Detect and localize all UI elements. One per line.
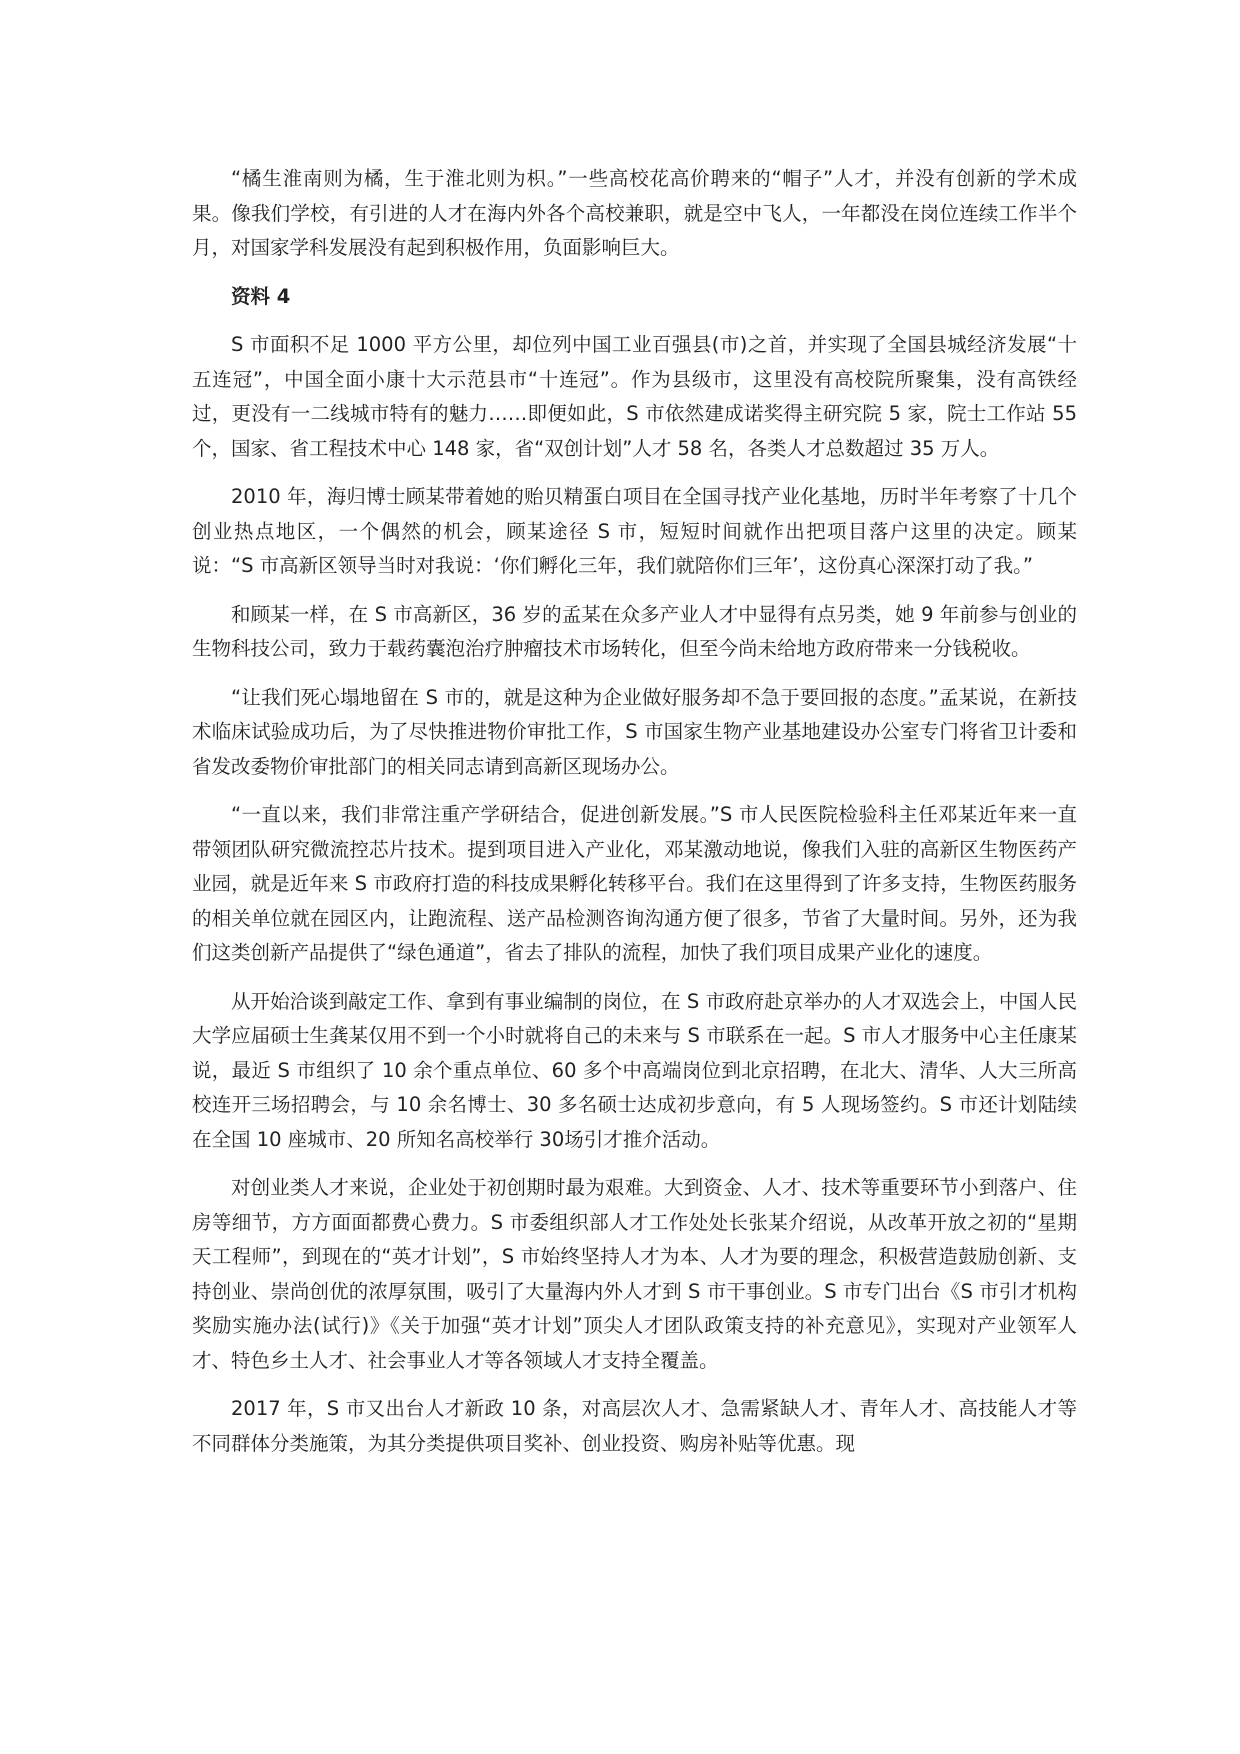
paragraph: 和顾某一样，在 S 市高新区，36 岁的孟某在众多产业人才中显得有点另类，她 9 年前参与创业的生物科技公司，致力于载药囊泡治疗肿瘤技术市场转化，但至今尚未给地方政府带来一分钱税收。 xyxy=(192,602,1077,660)
paragraph: “橘生淮南则为橘，生于淮北则为枳。”一些高校花高价聘来的“帽子”人才，并没有创新的学术成果。像我们学校，有引进的人才在海内外各个高校兼职，就是空中飞人，一年都没在岗位连续工作半个月，对国家学科发展没有起到积极作用，负面影响巨大。 xyxy=(192,167,1077,259)
paragraph: 2017 年，S 市又出台人才新政 10 条，对高层次人才、急需紧缺人才、青年人才、高技能人才等不同群体分类施策，为其分类提供项目奖补、创业投资、购房补贴等优惠。现 xyxy=(192,1397,1077,1455)
paragraph: “让我们死心塌地留在 S 市的，就是这种为企业做好服务却不急于要回报的态度。”孟某说，在新技术临床试验成功后，为了尽快推进物价审批工作，S 市国家生物产业基地建设办公室专门将省卫计委和省发改委物价审批部门的相关同志请到高新区现场办公。 xyxy=(192,685,1077,778)
section-heading: 资料 4 xyxy=(231,284,291,308)
paragraph: “一直以来，我们非常注重产学研结合，促进创新发展。”S 市人民医院检验科主任邓某近年来一直带领团队研究微流控芯片技术。提到项目进入产业化，邓某激动地说，像我们入驻的高新区生物医药产业园，就是近年来 S 市政府打造的科技成果孵化转移平台。我们在这里得到了许多支持，生物医药服务的相关单位就在园区内，让跑流程、送产品检测咨询沟通方便了很多，节省了大量时间。另外，还为我们这类创新产品提供了“绿色通道”，省去了排队的流程，加快了我们项目成果产业化的速度。 xyxy=(192,803,1077,964)
paragraph: S 市面积不足 1000 平方公里，却位列中国工业百强县(市)之首，并实现了全国县城经济发展“十五连冠”，中国全面小康十大示范县市“十连冠”。作为县级市，这里没有高校院所聚集，没有高铁经过，更没有一二线城市特有的魅力……即便如此，S 市依然建成诺奖得主研究院 5 家，院士工作站 55 个，国家、省工程技术中心 148 家，省“双创计划”人才 58 名，各类人才总数超过 35 万人。 xyxy=(192,333,1077,460)
paragraph: 2010 年，海归博士顾某带着她的贻贝精蛋白项目在全国寻找产业化基地，历时半年考察了十几个创业热点地区，一个偶然的机会，顾某途径 S 市，短短时间就作出把项目落户这里的决定。顾某说：“S 市高新区领导当时对我说：‘你们孵化三年，我们就陪你们三年’，这份真心深深打动了我。” xyxy=(192,485,1077,577)
document-page xyxy=(192,162,1077,1475)
paragraph: 从开始洽谈到敲定工作、拿到有事业编制的岗位，在 S 市政府赴京举办的人才双选会上，中国人民大学应届硕士生龚某仅用不到一个小时就将自己的未来与 S 市联系在一起。S 市人才服务中心主任康某说，最近 S 市组织了 10 余个重点单位、60 多个中高端岗位到北京招聘，在北大、清华、人大三所高校连开三场招聘会，与 10 余名博士、30 多名硕士达成初步意向，有 5 人现场签约。S 市还计划陆续在全国 10 座城市、20 所知名高校举行 30场引才推介活动。 xyxy=(192,989,1077,1151)
paragraph: 对创业类人才来说，企业处于初创期时最为艰难。大到资金、人才、技术等重要环节小到落户、住房等细节，方方面面都费心费力。S 市委组织部人才工作处处长张某介绍说，从改革开放之初的“星期天工程师”，到现在的“英才计划”，S 市始终坚持人才为本、人才为要的理念，积极营造鼓励创新、支持创业、崇尚创优的浓厚氛围，吸引了大量海内外人才到 S 市干事创业。S 市专门出台《S 市引才机构奖励实施办法(试行)》《关于加强“英才计划”顶尖人才团队政策支持的补充意见》，实现对产业领军人才、特色乡土人才、社会事业人才等各领域人才支持全覆盖。 xyxy=(192,1176,1077,1372)
